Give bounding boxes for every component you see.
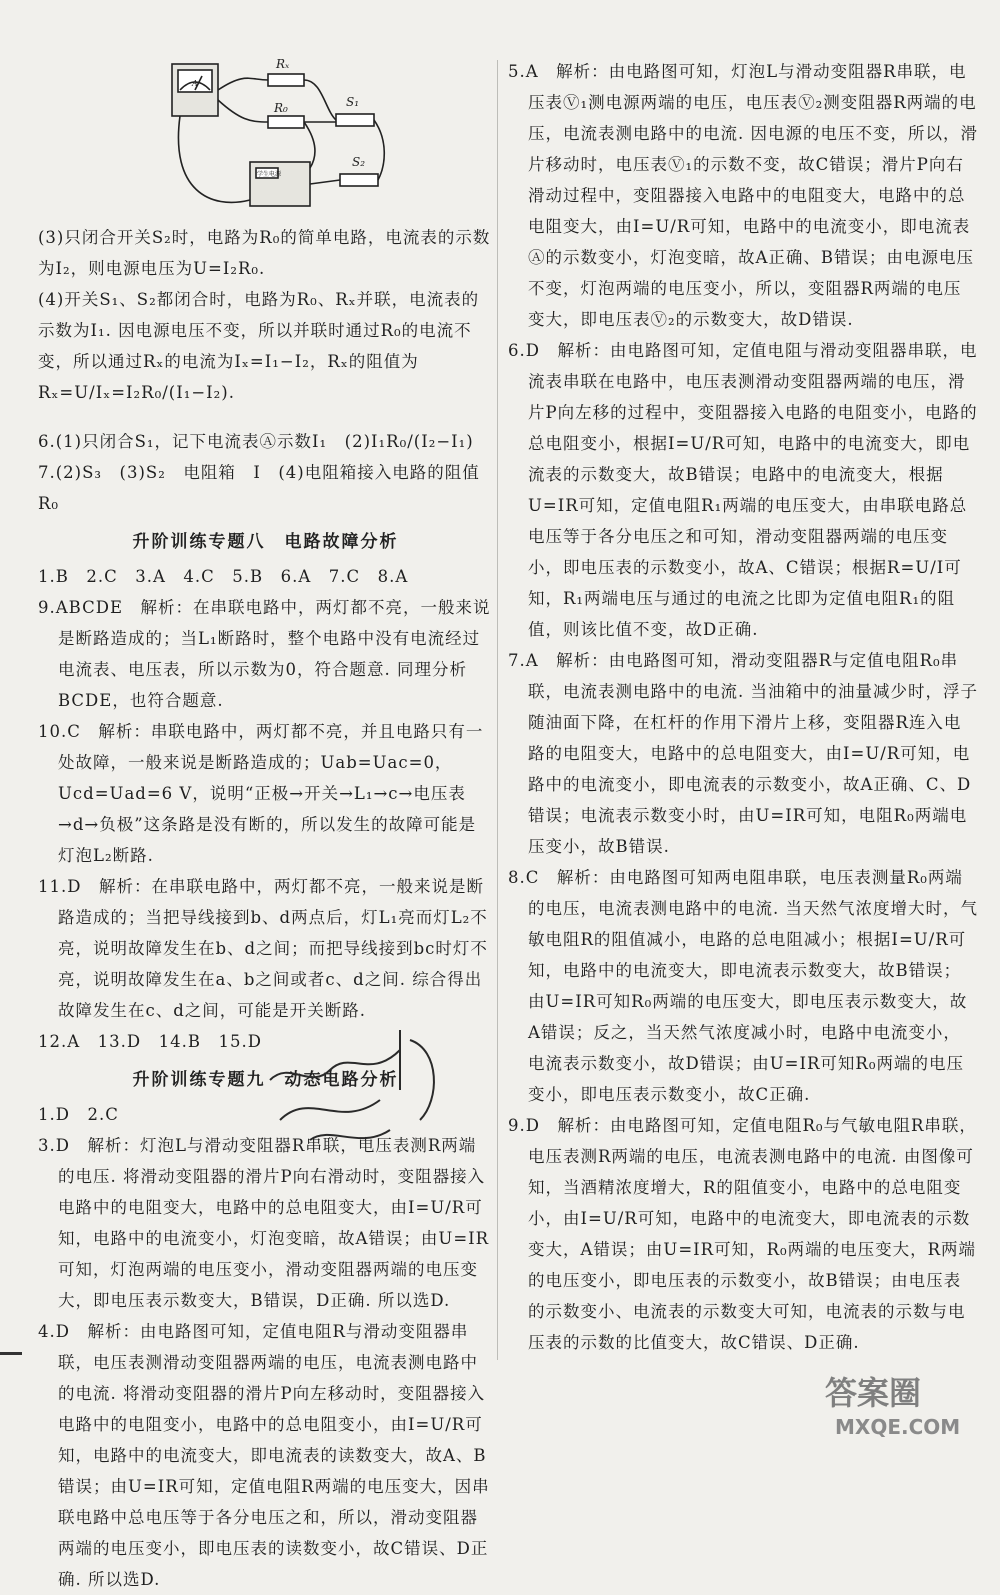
left-para-5: 1.B 2.C 3.A 4.C 5.B 6.A 7.C 8.A <box>38 567 409 586</box>
right-column <box>508 56 978 1358</box>
rx-label: Rₓ <box>276 57 290 71</box>
left-para-11: 3.D 解析：灯泡L与滑动变阻器R串联，电压表测R两端的电压. 将滑动变阻器的滑片P向右滑动时，变阻器接入电路中的电阻变大，电路中的总电阻变大，由I=U/R可知，电路中的电流变小，灯泡变暗，故A错误；由U=IR可知，灯泡两端的电压变小，滑动变阻器两端的电压变大，即电压表示数变大，B错误，D正确. 所以选D. <box>38 1136 490 1310</box>
circuit-diagram <box>150 50 390 220</box>
left-para-7: 10.C 解析：串联电路中，两灯都不亮，并且电路只有一处故障，一般来说是断路造成的；Uab=Uac=0，Ucd=Uad=6 V，说明“正极→开关→L₁→c→电压表→d→负极”这条路是没有断的，所以发生的故障可能是灯泡L₂断路. <box>38 722 484 865</box>
left-para-8: 11.D 解析：在串联电路中，两灯都不亮，一般来说是断路造成的；当把导线接到b、d两点后，灯L₁亮而灯L₂不亮，说明故障发生在b、d之间；而把导线接到bc时灯不亮，说明故障发生在a、b之间或者c、d之间. 综合得出故障发生在c、d之间，可能是开关断路. <box>38 877 488 1020</box>
page-edge-mark <box>0 1352 22 1355</box>
source-label: 学生电源 <box>257 171 282 178</box>
right-para-3: 7.A 解析：由电路图可知，滑动变阻器R与定值电阻R₀串联，电流表测电路中的电流. 当油箱中的油量减少时，浮子随油面下降，在杠杆的作用下滑片上移，变阻器R连入电路的电阻变大，电路中的总电阻变大，由I=U/R可知，电路中的电流变小，即电流表的示数变小，故A正确、C、D错误；电流表示数变小时，由U=IR可知，电阻R₀两端电压变小，故B错误. <box>508 651 978 856</box>
handwriting-marks <box>250 1010 470 1170</box>
watermark-line-1: 答案圈 <box>825 1374 922 1412</box>
right-para-2: 6.D 解析：由电路图可知，定值电阻与滑动变阻器串联，电流表串联在电路中，电压表测滑动变阻器两端的电压，滑片P向左移的过程中，变阻器接入电路的电阻变小，电路的总电阻变小，根据I=U/R可知，电路中的电流变大，即电流表的示数变大，故B错误；电路中的电流变大，根据U=IR可知，定值电阻R₁两端的电压变大，由串联电路总电压等于各分电压之和可知，滑动变阻器两端的电压变小，即电压表的示数变小，故A、C错误；根据R=U/I可知，R₁两端电压与通过的电流之比即为定值电阻R₁的阻值，则该比值不变，故D正确. <box>508 341 978 639</box>
section-heading-8: 升阶训练专题八 电路故障分析 <box>132 532 399 552</box>
section-heading-9: 升阶训练专题九 动态电路分析 <box>132 1070 399 1090</box>
left-para-6: 9.ABCDE 解析：在串联电路中，两灯都不亮，一般来说是断路造成的；当L₁断路时，整个电路中没有电流经过电流表、电压表，所以示数为0，符合题意. 同理分析BCDE，也符合题意. <box>38 598 491 710</box>
ammeter-label: A <box>192 79 198 88</box>
right-para-4: 8.C 解析：由电路图可知两电阻串联，电压表测量R₀两端的电压，电流表测电路中的电流. 当天然气浓度增大时，气敏电阻R的阻值减小，电路的总电阻减小；根据I=U/R可知，电路中的电流变大，即电流表示数变大，故B错误；由U=IR可知R₀两端的电压变大，即电压表示数变大，故A错误；反之，当天然气浓度减小时，电路中电流变小，电流表示数变小，故D错误；由U=IR可知R₀两端的电压变小，即电压表示数变小，故C正确. <box>508 868 978 1104</box>
s2-label: S₂ <box>352 155 366 169</box>
right-para-5: 9.D 解析：由电路图可知，定值电阻R₀与气敏电阻R串联，电压表测R两端的电压，电流表测电路中的电流. 由图像可知，当酒精浓度增大，R的阻值变小，电路中的总电阻变小，由I=U/R可知，电路中的电流变大，即电流表的示数变大，A错误；由U=IR可知，R₀两端的电压变大，R两端的电压变小，即电压表的示数变小，故B错误；由电压表的示数变小、电流表的示数变大可知，电流表的示数与电压表的示数的比值变大，故C错误、D正确. <box>508 1116 977 1352</box>
left-para-4: 7.(2)S₃ (3)S₂ 电阻箱 I (4)电阻箱接入电路的阻值R₀ <box>38 463 480 513</box>
left-column <box>38 222 493 1595</box>
left-para-12: 4.D 解析：由电路图可知，定值电阻R与滑动变阻器串联，电压表测滑动变阻器两端的电压，电流表测电路中的电流. 将滑动变阻器的滑片P向左移动时，变阻器接入电路中的电阻变小，电路中的总电阻变小，由I=U/R可知，电路中的电流变大，即电流表的读数变大，故A、B错误；由U=IR可知，定值电阻R两端的电压变大，因串联电路中总电压等于各分电压之和，所以，滑动变阻器两端的电压变小，即电压表的读数变小，故C错误、D正确. 所以选D. <box>38 1322 490 1589</box>
r0-label: R₀ <box>274 101 288 115</box>
left-para-10: 1.D 2.C <box>38 1105 119 1124</box>
right-para-1: 5.A 解析：由电路图可知，灯泡L与滑动变阻器R串联，电压表Ⓥ₁测电源两端的电压，电压表Ⓥ₂测变阻器R两端的电压，电流表测电路中的电流. 因电源的电压不变，所以，滑片移动时，电压表Ⓥ₁的示数不变，故C错误；滑片P向右滑动过程中，变阻器接入电路中的电阻变大，电路中的总电阻变大，由I=U/R可知，电路中的电流变小，即电流表Ⓐ的示数变小，灯泡变暗，故A正确、B错误；由电源电压不变，灯泡两端的电压变小，所以，变阻器R两端的电压变大，即电压表Ⓥ₂的示数变大，故D错误. <box>508 62 978 329</box>
column-divider <box>497 60 498 1360</box>
left-para-9: 12.A 13.D 14.B 15.D <box>38 1032 262 1051</box>
left-para-3: 6.(1)只闭合S₁，记下电流表Ⓐ示数I₁ (2)I₁R₀/(I₂−I₁) <box>38 432 474 451</box>
watermark-logo <box>815 1362 995 1442</box>
left-para-1: (3)只闭合开关S₂时，电路为R₀的简单电路，电流表的示数为I₂，则电源电压为U=I₂R₀. <box>38 228 491 278</box>
watermark-line-2: MXQE.COM <box>835 1415 961 1439</box>
left-para-2: (4)开关S₁、S₂都闭合时，电路为R₀、Rₓ并联，电流表的示数为I₁. 因电源电压不变，所以并联时通过R₀的电流不变，所以通过Rₓ的电流为Iₓ=I₁−I₂，Rₓ的阻值为Rₓ=U/Iₓ=I₂R₀/(I₁−I₂). <box>38 290 480 402</box>
s1-label: S₁ <box>346 95 360 109</box>
